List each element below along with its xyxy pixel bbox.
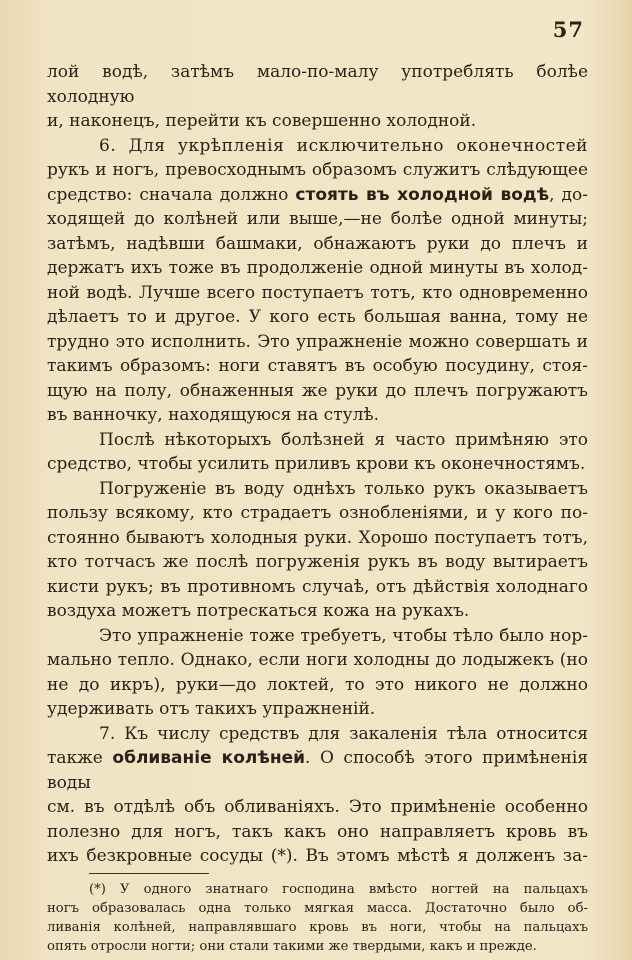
text-fragment: также <box>47 748 113 768</box>
page-number: 57 <box>552 17 584 42</box>
text-line: 7. Къ числу средствъ для закаленія тѣла относится <box>99 723 588 744</box>
footnote <box>47 880 588 956</box>
text-line: пользу всякому, кто страдаетъ ознобленіями, и у кого по- <box>47 503 588 523</box>
footnote-line: ливанія колѣней, направлявшаго кровь въ ноги, чтобы на пальцахъ <box>47 919 588 935</box>
text-line: въ ванночку, находящуюся на стулѣ. <box>47 405 380 425</box>
footnote-line: опять отросли ногти; они стали такими же твердыми, какъ и прежде. <box>47 938 537 954</box>
text-line: 6. Для укрѣпленія исключительно оконечностей <box>99 135 588 156</box>
text-line: стоянно бываютъ холодныя руки. Хорошо поступаетъ тотъ, <box>47 527 588 548</box>
main-text <box>47 60 588 869</box>
text-line <box>47 183 588 208</box>
text-line: и, наконецъ, перейти къ совершенно холодной. <box>47 111 477 131</box>
text-fragment: средство: сначала должно <box>47 184 296 205</box>
text-fragment: . О способѣ этого примѣненія воды <box>47 748 588 793</box>
text-line: не до икръ), руки—до локтей, то это никого не должно <box>47 674 588 695</box>
text-line: кто тотчасъ же послѣ погруженія рукъ въ воду вытираетъ <box>47 552 588 572</box>
text-line: Это упражненіе тоже требуетъ, чтобы тѣло было нор- <box>99 625 588 646</box>
text-line: такимъ образомъ: ноги ставятъ въ особую посудину, стоя- <box>47 356 588 376</box>
text-line: полезно для ногъ, такъ какъ оно направляетъ кровь въ <box>47 821 588 842</box>
text-line: лой водѣ, затѣмъ мало-по-малу употреблять болѣе холодную <box>47 62 588 107</box>
footnote-line: ногъ образовалась одна только мягкая масса. Достаточно было об- <box>47 900 588 916</box>
text-line: воздуха можетъ потрескаться кожа на рукахъ. <box>47 601 470 621</box>
text-fragment: , до- <box>549 184 588 205</box>
text-line: Погруженіе въ воду однѣхъ только рукъ оказываетъ <box>99 478 588 499</box>
text-line: трудно это исполнить. Это упражненіе можно совершать и <box>47 331 588 352</box>
text-line: мально тепло. Однако, если ноги холодны до лодыжекъ (но <box>47 650 588 670</box>
emphasis-stand-in-cold-water: стоять въ холодной водѣ <box>295 184 550 205</box>
text-line: держатъ ихъ тоже въ продолженіе одной минуты въ холод- <box>47 258 588 278</box>
text-line: кисти рукъ; въ противномъ случаѣ, отъ дѣйствія холоднаго <box>47 576 588 597</box>
footnote-line: (*) У одного знатнаго господина вмѣсто ногтей на пальцахъ <box>89 881 588 897</box>
text-line: рукъ и ногъ, превосходнымъ образомъ служитъ слѣдующее <box>47 160 588 180</box>
text-line: см. въ отдѣлѣ объ обливаніяхъ. Это примѣненіе особенно <box>47 797 588 817</box>
text-line: средство, чтобы усилить приливъ крови къ оконечностямъ. <box>47 454 586 474</box>
text-line: ходящей до колѣней или выше,—не болѣе одной минуты; <box>47 209 588 229</box>
text-line: щую на полу, обнаженныя же руки до плечъ погружаютъ <box>47 380 588 401</box>
text-line: ной водѣ. Лучше всего поступаетъ тотъ, кто одновременно <box>47 282 588 303</box>
text-line <box>47 746 588 795</box>
text-line: затѣмъ, надѣвши башмаки, обнажаютъ руки до плечъ и <box>47 233 588 254</box>
text-line: Послѣ нѣкоторыхъ болѣзней я часто примѣняю это <box>99 429 588 450</box>
text-line: ихъ безкровные сосуды (*). Въ этомъ мѣстѣ я долженъ за- <box>47 846 588 866</box>
text-line: удерживать отъ такихъ упражненій. <box>47 699 376 719</box>
text-line: дѣлаетъ то и другое. У кого есть большая ванна, тому не <box>47 307 588 327</box>
emphasis-knee-dousing: обливаніе колѣней <box>112 748 306 768</box>
footnote-divider <box>89 873 209 874</box>
